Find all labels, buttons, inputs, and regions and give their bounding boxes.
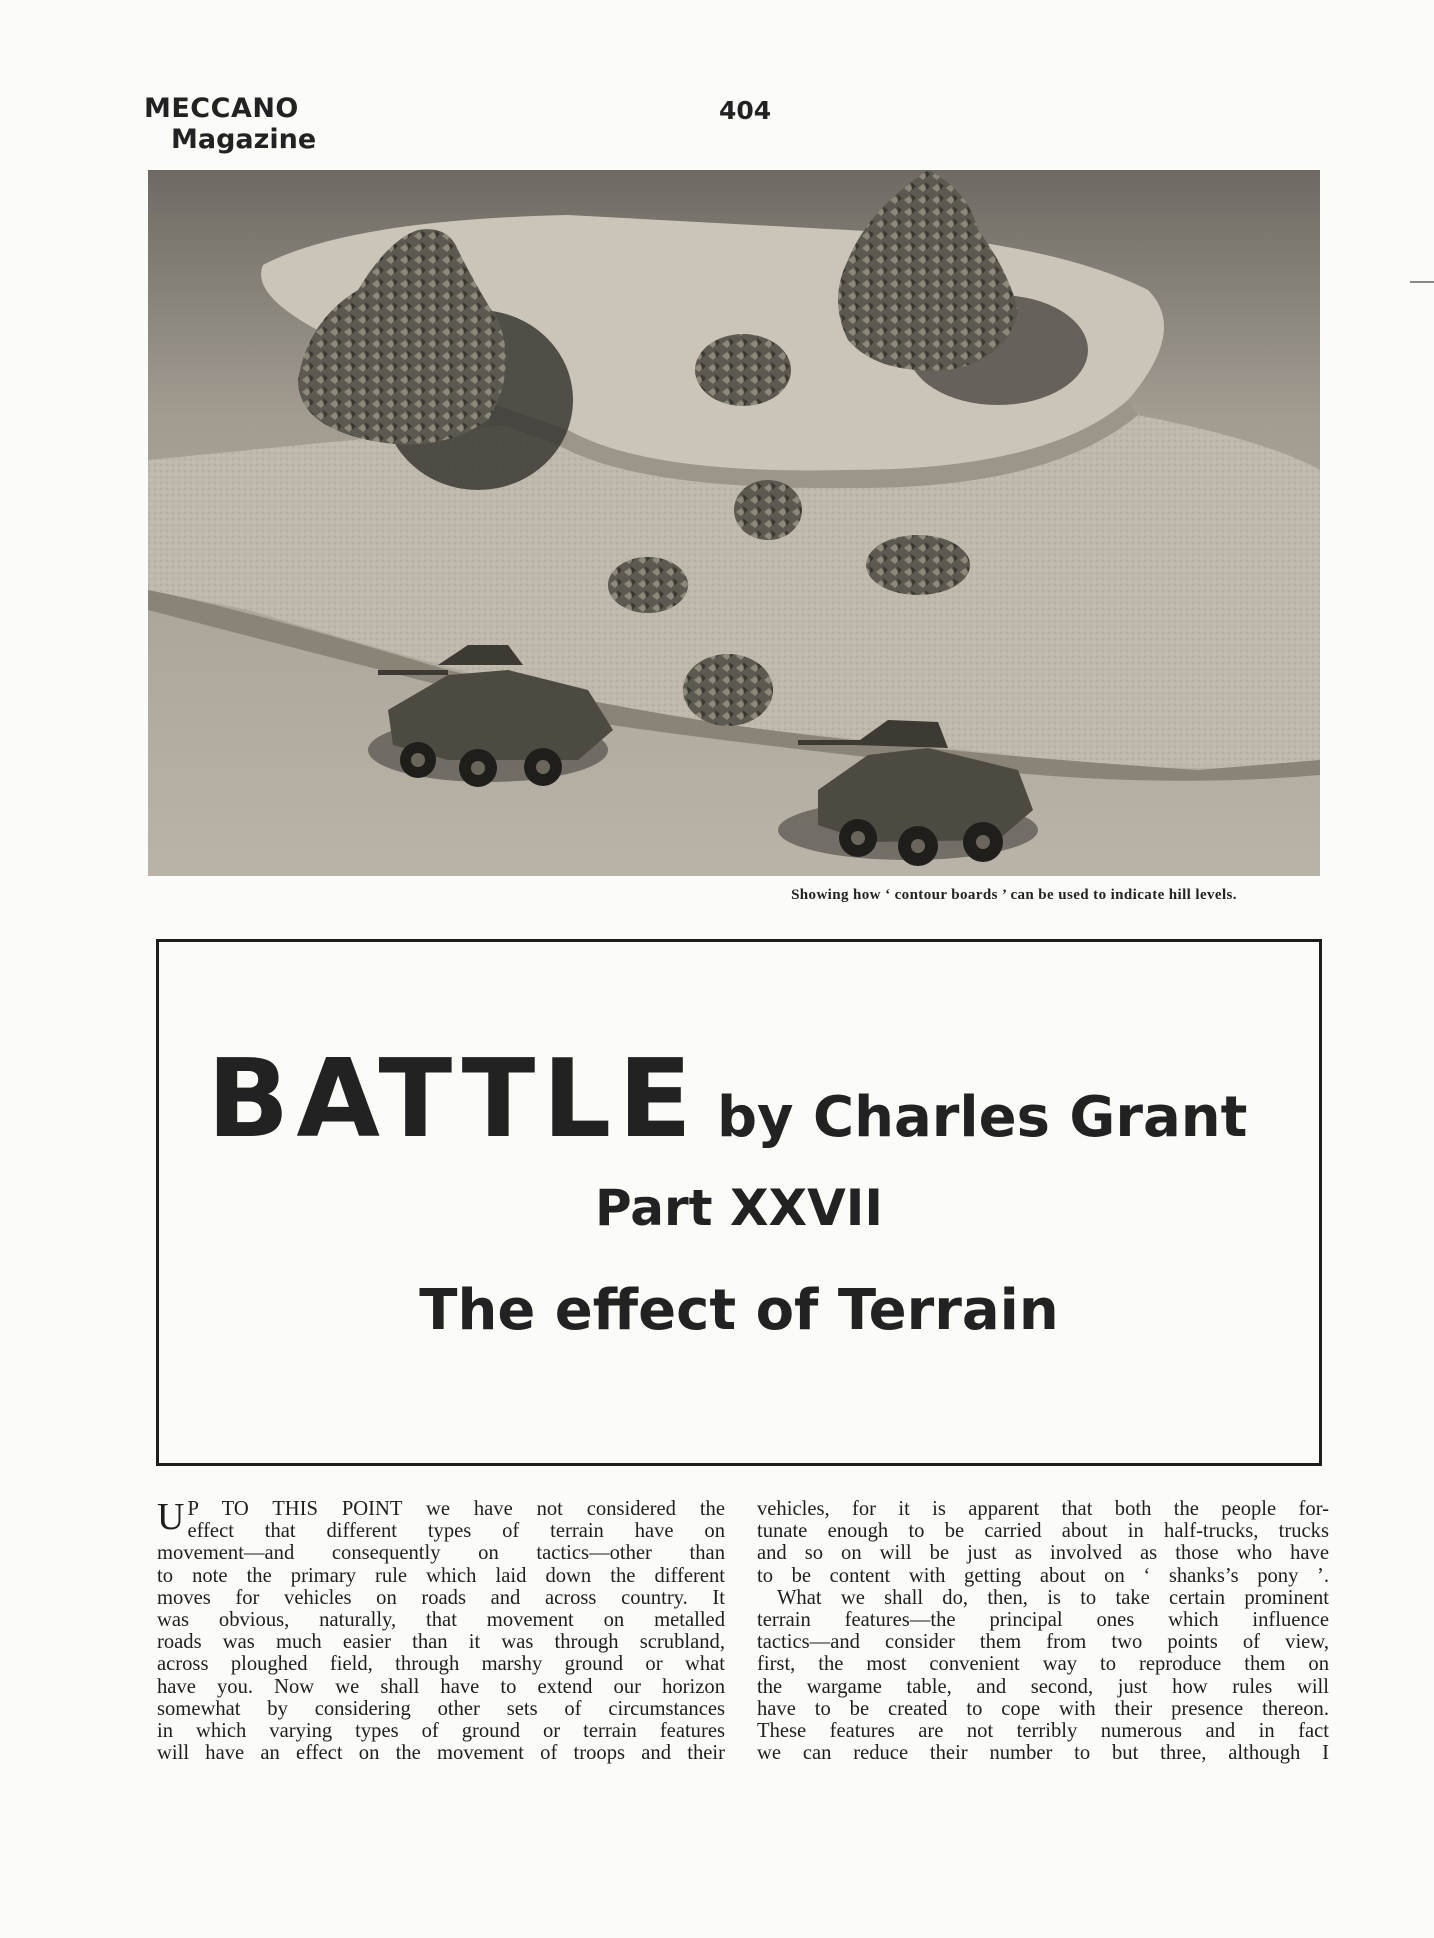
text-line: first, the most convenient way to reproduce them on — [757, 1653, 1329, 1676]
text-line: effect that different types of terrain have on — [187, 1520, 725, 1543]
text-line: across ploughed field, through marshy ground or what — [157, 1653, 725, 1676]
bush — [608, 557, 688, 613]
drop-cap: U — [157, 1496, 185, 1538]
bush — [695, 334, 791, 406]
text-line: and so on will be just as involved as those who have — [757, 1542, 1329, 1565]
bush — [866, 535, 970, 595]
terrain-photo — [148, 170, 1320, 876]
bush — [683, 654, 773, 726]
publication-subtitle: Magazine — [171, 124, 317, 155]
text-line: to be content with getting about on ‘ shanks’s pony ’. — [757, 1564, 1329, 1587]
text-line: have to be created to cope with their presence thereon. — [757, 1697, 1329, 1720]
article-title: BATTLE — [207, 1037, 699, 1162]
article-subtitle: The effect of Terrain — [419, 1278, 1059, 1343]
text-line: movement—and consequently on tactics—other than — [157, 1542, 725, 1565]
text-line: somewhat by considering other sets of circumstances — [157, 1697, 725, 1720]
publication-title: MECCANO — [144, 93, 299, 124]
page-number: 404 — [719, 96, 772, 125]
text-line: the wargame table, and second, just how rules will — [757, 1675, 1329, 1698]
text-line: vehicles, for it is apparent that both the people for- — [757, 1498, 1329, 1520]
article-column-1 — [157, 1498, 725, 1764]
text-line: was obvious, naturally, that movement on metalled — [157, 1609, 725, 1632]
article-column-2 — [757, 1498, 1329, 1764]
text-line: in which varying types of ground or terrain features — [157, 1720, 725, 1743]
text-line: tunate enough to be carried about in half-trucks, trucks — [757, 1520, 1329, 1543]
text-line: moves for vehicles on roads and across country. It — [157, 1586, 725, 1609]
text-line: tactics—and consider them from two points of view, — [757, 1631, 1329, 1654]
text-line: have you. Now we shall have to extend our horizon — [157, 1675, 725, 1698]
text-line: What we shall do, then, is to take certain prominent — [777, 1586, 1329, 1609]
text-line: will have an effect on the movement of troops and their — [157, 1742, 725, 1765]
photo-caption: Showing how ‘ contour boards ’ can be used to indicate hill levels. — [791, 887, 1237, 903]
article-byline: by Charles Grant — [716, 1085, 1248, 1150]
text-line: to note the primary rule which laid down the different — [157, 1564, 725, 1587]
margin-mark — [1410, 281, 1434, 283]
text-line: we can reduce their number to but three, although I — [757, 1742, 1329, 1765]
bush — [734, 480, 802, 540]
text-line: These features are not terribly numerous and in fact — [757, 1720, 1329, 1743]
text-line: terrain features—the principal ones which influence — [757, 1609, 1329, 1632]
article-part: Part XXVII — [594, 1179, 883, 1237]
terrain-photo-illustration — [148, 170, 1320, 876]
title-line — [207, 1037, 1247, 1162]
title-box — [156, 939, 1322, 1466]
text-line: roads was much easier than it was through scrubland, — [157, 1631, 725, 1654]
text-line: P TO THIS POINT we have not considered the — [187, 1498, 725, 1520]
masthead — [144, 93, 316, 155]
